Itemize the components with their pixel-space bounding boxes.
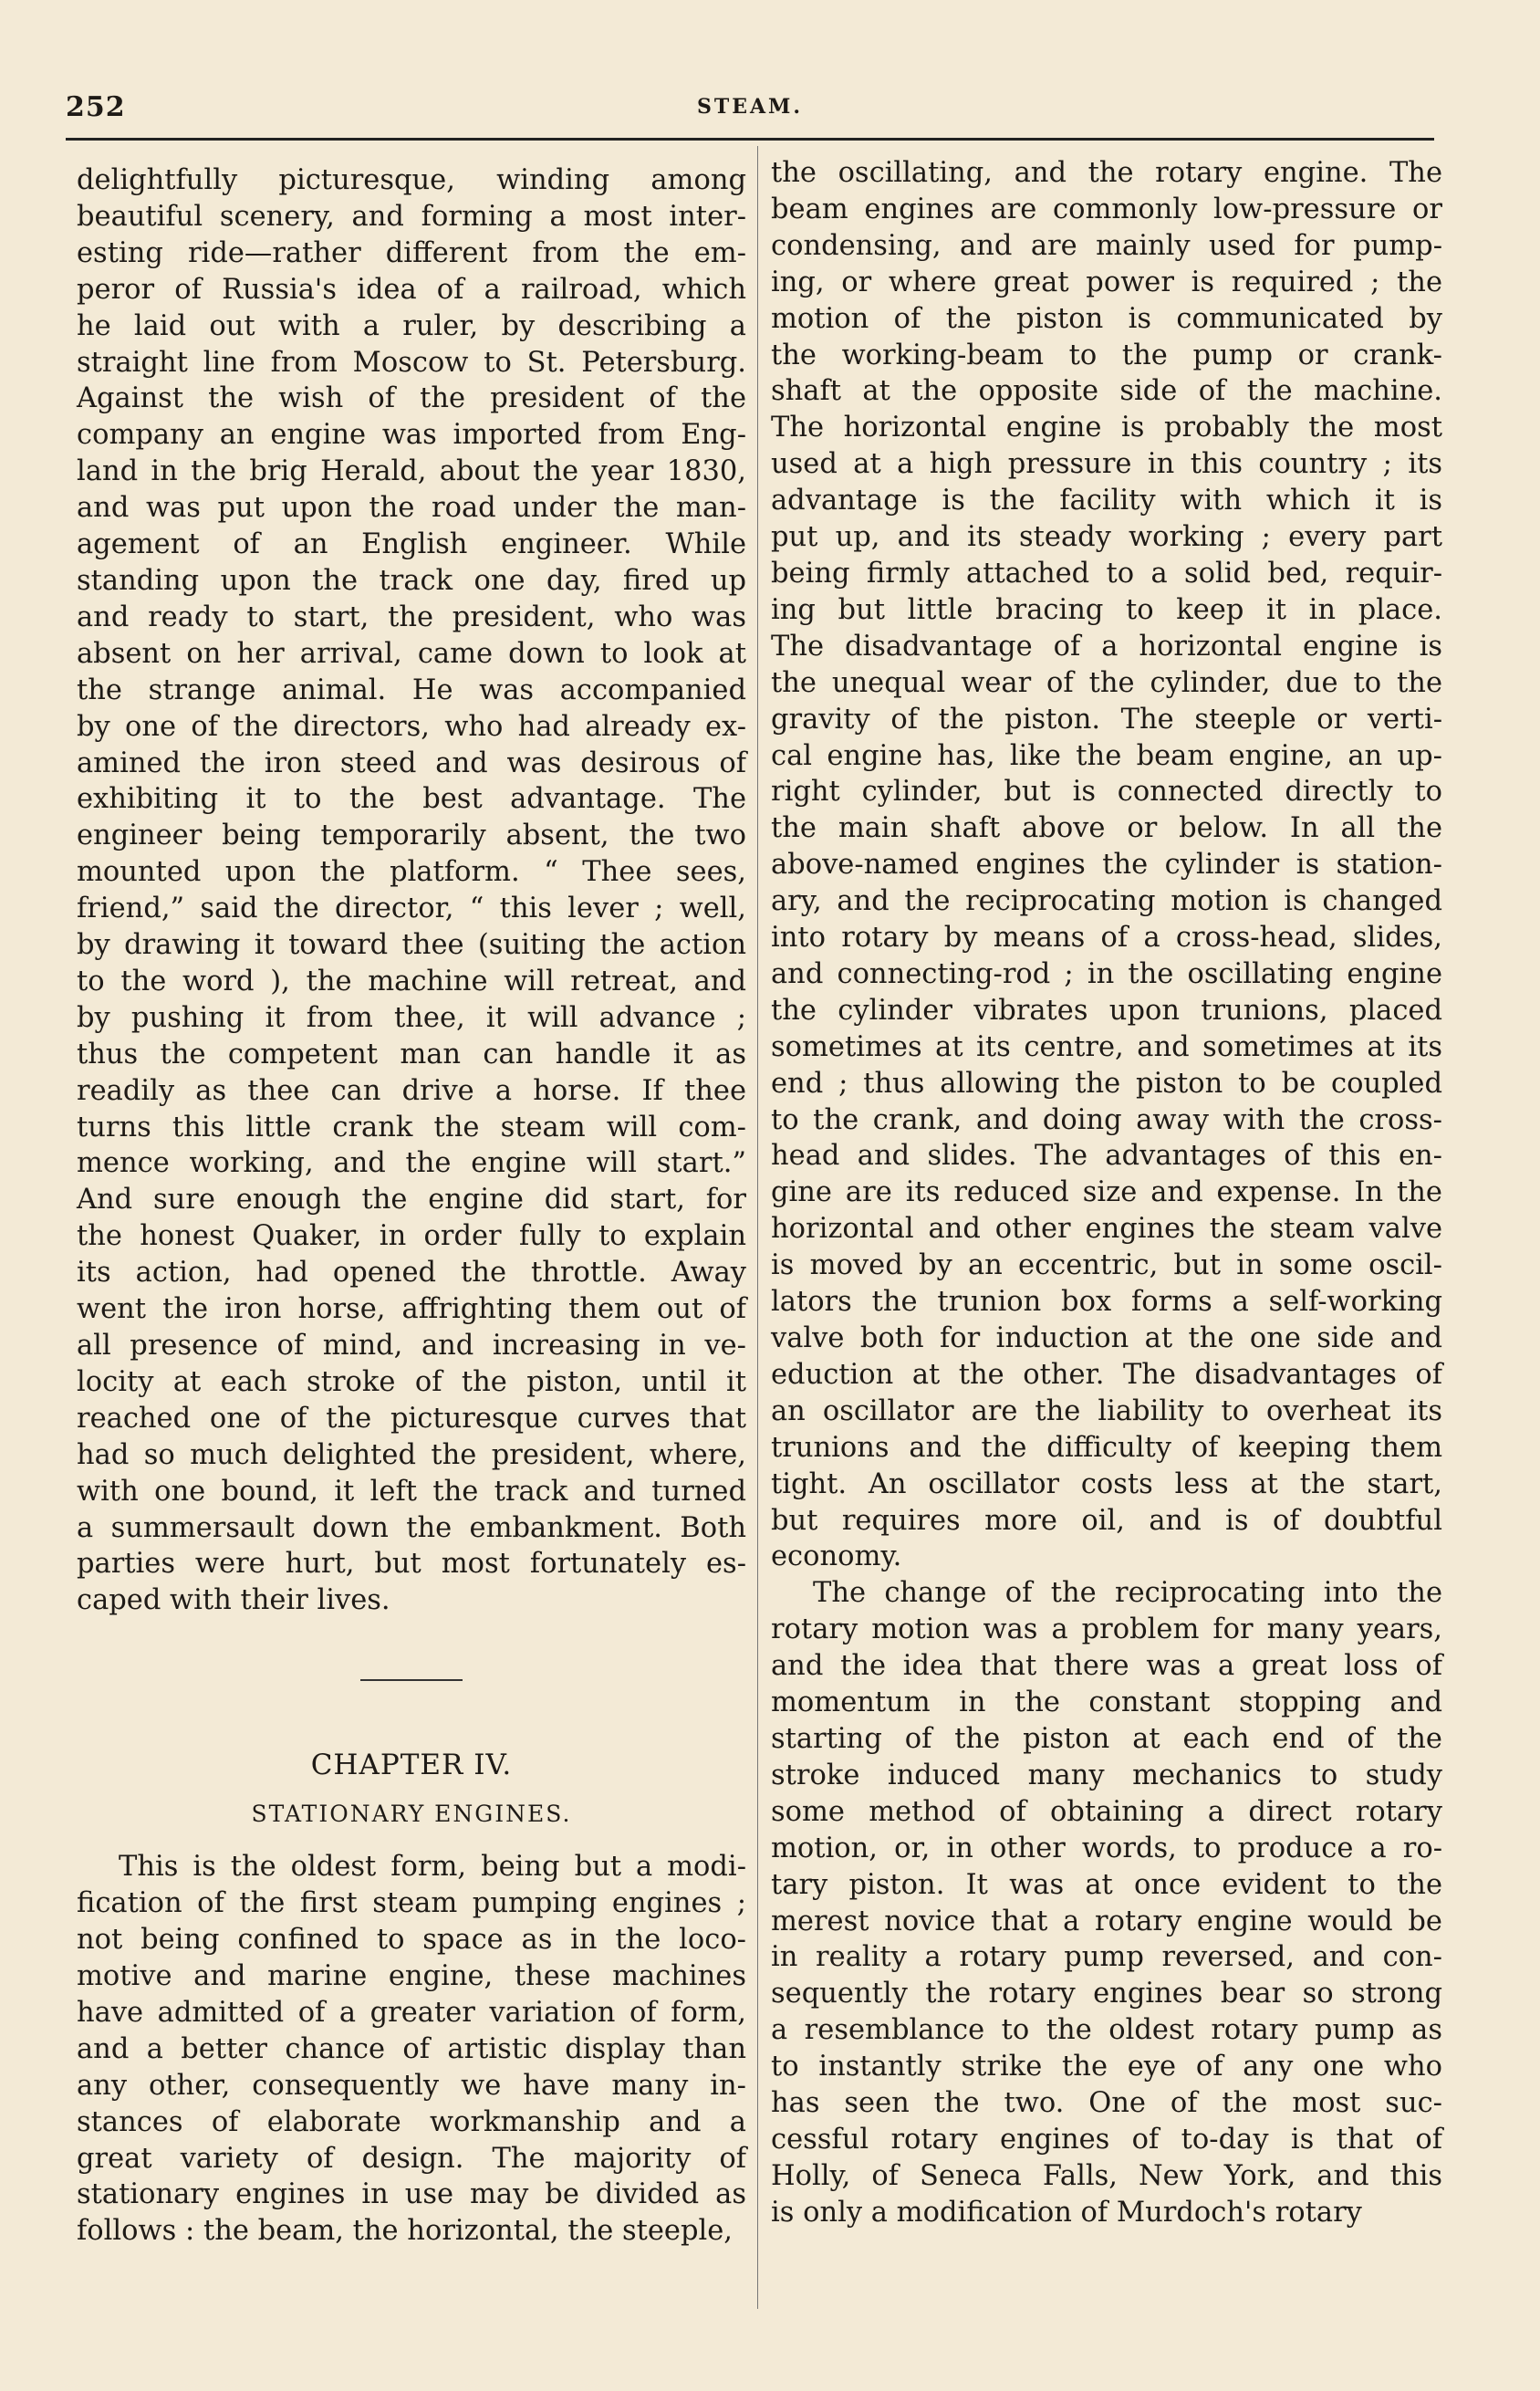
text-line: beam engines are commonly low-pressure or (771, 193, 1442, 225)
text-line: and the idea that there was a great loss of (771, 1650, 1442, 1683)
text-line: starting of the piston at each end of the (771, 1722, 1442, 1755)
left-column (77, 162, 746, 2250)
text-line: is moved by an eccentric, but in some oscil- (771, 1249, 1442, 1282)
text-line: in reality a rotary pump reversed, and con- (771, 1941, 1442, 1974)
text-line: company an engine was imported from Eng- (77, 419, 746, 452)
text-line: and was put upon the road under the man- (77, 492, 746, 525)
text-line: peror of Russia's idea of a railroad, which (77, 273, 746, 306)
text-line: had so much delighted the president, where, (77, 1438, 746, 1471)
text-line: the cylinder vibrates upon trunions, placed (771, 994, 1442, 1027)
text-line: cal engine has, like the beam engine, an up- (771, 739, 1442, 772)
text-line: merest novice that a rotary engine would be (771, 1905, 1442, 1937)
text-line: and connecting-rod ; in the oscillating engine (771, 957, 1442, 990)
text-line: stroke induced many mechanics to study (771, 1759, 1442, 1791)
text-line: above-named engines the cylinder is station- (771, 849, 1442, 882)
chapter-title: CHAPTER IV. (310, 1749, 513, 1782)
text-line: motion, or, in other words, to produce a ro- (771, 1832, 1442, 1864)
text-line: and ready to start, the president, who was (77, 600, 746, 633)
text-line: the strange animal. He was accompanied (77, 673, 746, 706)
text-line: end ; thus allowing the piston to be coupled (771, 1067, 1442, 1100)
text-line: the unequal wear of the cylinder, due to the (771, 666, 1442, 699)
text-line: but requires more oil, and is of doubtful (771, 1504, 1442, 1537)
running-title: STEAM. (696, 95, 804, 119)
text-line: motion of the piston is communicated by (771, 302, 1442, 335)
text-line: momentum in the constant stopping and (771, 1686, 1442, 1719)
text-line: not being confined to space as in the loco- (77, 1924, 746, 1957)
right-column (771, 155, 1442, 2231)
text-line: has seen the two. One of the most suc- (771, 2087, 1442, 2120)
text-line: gine are its reduced size and expense. In the (771, 1176, 1442, 1209)
text-line: engineer being temporarily absent, the two (77, 820, 746, 852)
text-line: the oscillating, and the rotary engine. The (771, 157, 1442, 189)
text-line: mounted upon the platform. “ Thee sees, (77, 856, 746, 889)
text-line: by one of the directors, who had already ex- (77, 710, 746, 743)
text-line: friend,” said the director, “ this lever ; well, (77, 893, 746, 925)
text-line: with one bound, it left the track and turned (77, 1475, 746, 1508)
text-line: horizontal and other engines the steam valve (771, 1213, 1442, 1246)
text-line: stationary engines in use may be divided as (77, 2178, 746, 2211)
text-line: caped with their lives. (77, 1584, 390, 1617)
text-line: used at a high pressure in this country ; its (771, 448, 1442, 481)
text-line: rotary motion was a problem for many years, (771, 1613, 1442, 1646)
column-divider (757, 146, 758, 2309)
text-line: being firmly attached to a solid bed, requir- (771, 557, 1442, 590)
text-line: the working-beam to the pump or crank- (771, 339, 1442, 371)
rotary-motion-paragraph (771, 1575, 1442, 2230)
continuation-paragraph (77, 162, 746, 1619)
text-line: ing, or where great power is required ; the (771, 266, 1442, 298)
text-line: an oscillator are the liability to overheat its (771, 1394, 1442, 1427)
text-line: stances of elaborate workmanship and a (77, 2105, 746, 2138)
text-line: motive and marine engine, these machines (77, 1959, 746, 1992)
text-line: sometimes at its centre, and sometimes at its (771, 1030, 1442, 1063)
text-line: ary, and the reciprocating motion is changed (771, 885, 1442, 918)
text-line: sequently the rotary engines bear so strong (771, 1978, 1442, 2010)
text-line: condensing, and are mainly used for pump- (771, 229, 1442, 262)
text-line: ing but little bracing to keep it in place. (771, 593, 1442, 626)
page-number: 252 (66, 91, 126, 123)
text-line: The change of the reciprocating into the (813, 1577, 1442, 1610)
text-line: economy. (771, 1540, 902, 1573)
text-line: to the word ), the machine will retreat, and (77, 965, 746, 997)
text-line: delightfully picturesque, winding among (77, 164, 746, 196)
text-line: right cylinder, but is connected directly to (771, 776, 1442, 809)
text-line: head and slides. The advantages of this en- (771, 1140, 1442, 1173)
text-line: put up, and its steady working ; every part (771, 521, 1442, 554)
text-line: advantage is the facility with which it is (771, 485, 1442, 517)
text-line: some method of obtaining a direct rotary (771, 1795, 1442, 1828)
text-line: exhibiting it to the best advantage. The (77, 783, 746, 816)
text-line: beautiful scenery, and forming a most inter- (77, 200, 746, 233)
chapter-opening-paragraph (77, 1849, 746, 2250)
text-line: gravity of the piston. The steeple or verti- (771, 703, 1442, 736)
text-line: into rotary by means of a cross-head, slides, (771, 922, 1442, 955)
text-line: a resemblance to the oldest rotary pump as (771, 2014, 1442, 2047)
text-line: the honest Quaker, in order fully to explain (77, 1220, 746, 1253)
text-line: went the iron horse, affrighting them out of (77, 1293, 746, 1326)
text-line: trunions and the difficulty of keeping them (771, 1431, 1442, 1464)
text-line: all presence of mind, and increasing in ve- (77, 1330, 746, 1362)
text-line: turns this little crank the steam will com- (77, 1111, 746, 1143)
text-line: Holly, of Seneca Falls, New York, and this (771, 2159, 1442, 2192)
section-divider (360, 1679, 463, 1681)
text-line: This is the oldest form, being but a modi- (119, 1851, 746, 1884)
text-line: is only a modification of Murdoch's rotary (771, 2196, 1362, 2229)
text-line: by pushing it from thee, it will advance ; (77, 1001, 746, 1034)
text-line: standing upon the track one day, fired up (77, 564, 746, 597)
text-line: any other, consequently we have many in- (77, 2069, 746, 2102)
text-line: to instantly strike the eye of any one who (771, 2051, 1442, 2083)
text-line: shaft at the opposite side of the machine. (771, 375, 1442, 408)
text-line: reached one of the picturesque curves that (77, 1402, 746, 1435)
page-header (66, 91, 1434, 128)
header-rule (66, 138, 1434, 141)
text-line: follows : the beam, the horizontal, the steeple, (77, 2215, 733, 2248)
text-line: agement of an English engineer. While (77, 528, 746, 561)
text-line: valve both for induction at the one side and (771, 1322, 1442, 1354)
text-line: locity at each stroke of the piston, until it (77, 1365, 746, 1398)
text-line: The disadvantage of a horizontal engine is (771, 630, 1442, 663)
text-line: tight. An oscillator costs less at the start, (771, 1467, 1442, 1500)
text-line: the main shaft above or below. In all the (771, 812, 1442, 845)
text-line: thus the competent man can handle it as (77, 1038, 746, 1070)
text-line: And sure enough the engine did start, for (77, 1184, 746, 1216)
text-line: tary piston. It was at once evident to the (771, 1868, 1442, 1901)
text-line: cessful rotary engines of to-day is that of (771, 2123, 1442, 2156)
text-line: absent on her arrival, came down to look at (77, 637, 746, 670)
text-line: lators the trunion box forms a self-working (771, 1286, 1442, 1319)
text-line: esting ride—rather different from the em- (77, 236, 746, 269)
text-line: The horizontal engine is probably the most (771, 412, 1442, 444)
text-line: Against the wish of the president of the (77, 382, 746, 415)
text-line: have admitted of a greater variation of form, (77, 1996, 746, 2029)
text-line: amined the iron steed and was desirous of (77, 747, 746, 779)
text-line: mence working, and the engine will start.” (77, 1147, 746, 1180)
text-line: its action, had opened the throttle. Away (77, 1257, 746, 1289)
text-line: parties were hurt, but most fortunately es- (77, 1548, 746, 1581)
text-line: a summersault down the embankment. Both (77, 1511, 746, 1544)
text-line: great variety of design. The majority of (77, 2142, 746, 2175)
chapter-subtitle: STATIONARY ENGINES. (251, 1801, 572, 1828)
text-line: and a better chance of artistic display than (77, 2032, 746, 2065)
text-line: fication of the first steam pumping engines ; (77, 1887, 746, 1920)
engine-types-paragraph (771, 155, 1442, 1575)
text-line: land in the brig Herald, about the year 1830, (77, 455, 746, 488)
text-line: readily as thee can drive a horse. If thee (77, 1074, 746, 1107)
text-line: by drawing it toward thee (suiting the action (77, 929, 746, 962)
text-line: eduction at the other. The disadvantages of (771, 1358, 1442, 1391)
text-line: to the crank, and doing away with the cross- (771, 1103, 1442, 1136)
text-line: straight line from Moscow to St. Petersburg. (77, 346, 746, 379)
text-line: he laid out with a ruler, by describing a (77, 309, 746, 342)
